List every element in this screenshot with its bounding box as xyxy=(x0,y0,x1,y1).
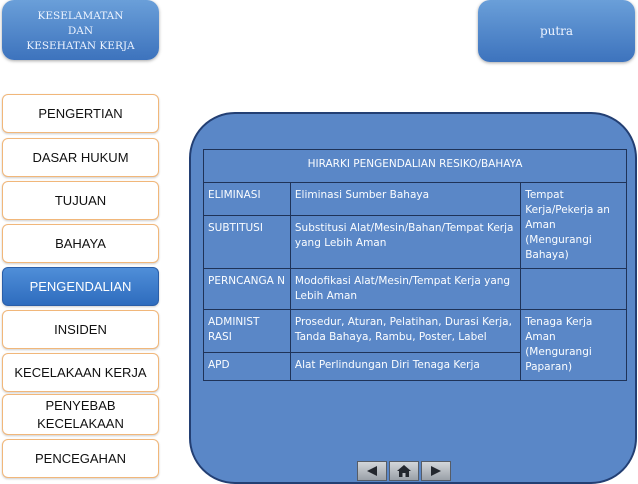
sidebar-item-label: BAHAYA xyxy=(55,236,106,251)
sidebar-item-insiden[interactable] xyxy=(2,310,159,349)
control-cell: ELIMINASI xyxy=(204,183,291,216)
sidebar-item-pengendalian[interactable] xyxy=(2,267,159,306)
table-row xyxy=(204,183,627,216)
course-title-line-1: KESELAMATAN xyxy=(37,9,124,22)
description-cell: Alat Perlindungan Diri Tenaga Kerja xyxy=(290,353,520,381)
slide-navigation xyxy=(357,461,451,481)
home-icon[interactable] xyxy=(389,461,419,481)
description-cell: Modofikasi Alat/Mesin/Tempat Kerja yang Lebih Aman xyxy=(290,269,520,310)
sidebar-item-pengertian[interactable] xyxy=(2,94,159,133)
author-label: putra xyxy=(539,24,574,38)
arrow-left-icon[interactable] xyxy=(357,461,387,481)
sidebar-item-label: PENGERTIAN xyxy=(38,106,123,121)
group-note-cell: Tenaga Kerja Aman (Mengurangi Paparan) xyxy=(521,310,627,381)
course-title-button[interactable] xyxy=(2,0,159,60)
course-title-line-3: KESEHATAN KERJA xyxy=(26,39,135,52)
empty-cell xyxy=(521,269,627,310)
sidebar-item-label-line-1: PENYEBAB xyxy=(45,397,116,413)
table-title: HIRARKI PENGENDALIAN RESIKO/BAHAYA xyxy=(204,150,627,183)
sidebar-item-tujuan[interactable] xyxy=(2,181,159,220)
arrow-right-icon[interactable] xyxy=(421,461,451,481)
description-cell: Eliminasi Sumber Bahaya xyxy=(290,183,520,216)
control-cell: APD xyxy=(204,353,291,381)
sidebar-item-label: PENGENDALIAN xyxy=(29,279,132,294)
sidebar-item-dasar-hukum[interactable] xyxy=(2,138,159,177)
group-note-cell: Tempat Kerja/Pekerja an Aman (Mengurangi Bahaya) xyxy=(521,183,627,269)
course-title-line-2: DAN xyxy=(67,24,94,37)
table-row xyxy=(204,269,627,310)
sidebar-item-penyebab-kecelakaan[interactable] xyxy=(2,394,159,435)
sidebar-item-bahaya[interactable] xyxy=(2,224,159,263)
control-cell: PERNCANGA N xyxy=(204,269,291,310)
table-row xyxy=(204,310,627,353)
sidebar-item-label-line-2: KECELAKAAN xyxy=(37,415,124,431)
sidebar-item-label: INSIDEN xyxy=(54,322,107,337)
sidebar-item-kecelakaan-kerja[interactable] xyxy=(2,353,159,392)
description-cell: Substitusi Alat/Mesin/Bahan/Tempat Kerja yang Lebih Aman xyxy=(290,216,520,269)
control-cell: ADMINIST RASI xyxy=(204,310,291,353)
description-cell: Prosedur, Aturan, Pelatihan, Durasi Kerja, Tanda Bahaya, Rambu, Poster, Label xyxy=(290,310,520,353)
sidebar-item-label: PENCEGAHAN xyxy=(34,451,127,466)
table-header-row xyxy=(204,150,627,183)
control-hierarchy-table xyxy=(203,149,627,381)
author-button[interactable] xyxy=(478,0,635,62)
sidebar-item-label: KECELAKAAN KERJA xyxy=(14,365,147,380)
sidebar-item-pencegahan[interactable] xyxy=(2,439,159,478)
control-cell: SUBTITUSI xyxy=(204,216,291,269)
sidebar-item-label: TUJUAN xyxy=(54,193,107,208)
sidebar-item-label: DASAR HUKUM xyxy=(32,150,129,165)
